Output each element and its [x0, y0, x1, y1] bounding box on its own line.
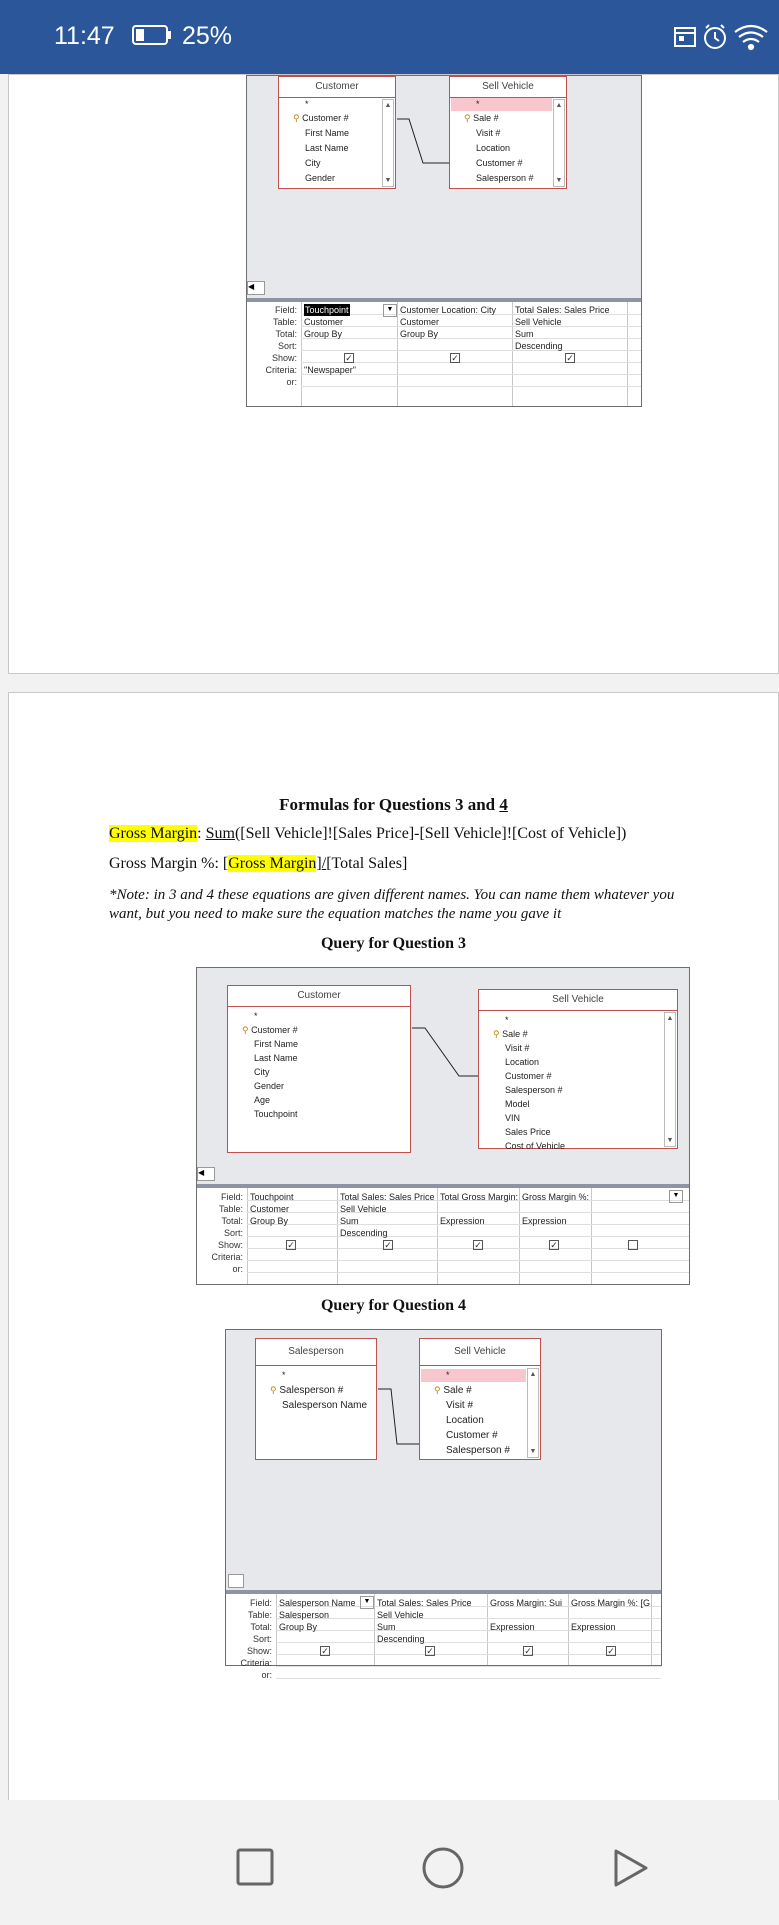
- key-icon: ⚲: [493, 1029, 500, 1039]
- battery-icon: [132, 24, 172, 46]
- navigation-bar: [0, 1800, 779, 1920]
- field-cell[interactable]: Total Sales: Sales Price: [515, 305, 610, 315]
- row-label: Field:: [220, 1192, 243, 1202]
- show-checkbox[interactable]: ✓: [345, 353, 353, 363]
- row-label: Criteria:: [265, 365, 297, 375]
- table-field[interactable]: Customer #: [505, 1071, 552, 1081]
- field-cell[interactable]: Customer Location: City: [400, 305, 497, 315]
- battery-percent: 25%: [182, 22, 233, 50]
- sort-cell[interactable]: Descending: [340, 1228, 388, 1238]
- row-label: Show:: [246, 1646, 272, 1656]
- recent-apps-button[interactable]: [238, 1850, 272, 1884]
- total-cell[interactable]: Expression: [490, 1622, 535, 1632]
- show-checkbox[interactable]: ✓: [451, 353, 459, 363]
- table-field[interactable]: Sales Price: [505, 1127, 551, 1137]
- total-cell[interactable]: Sum: [377, 1622, 396, 1632]
- row-label: Field:: [249, 1598, 272, 1608]
- total-cell[interactable]: Group By: [250, 1216, 289, 1226]
- show-checkbox[interactable]: ✓: [607, 1646, 615, 1656]
- key-icon: ⚲: [434, 1385, 441, 1395]
- show-checkbox[interactable]: ✓: [474, 1240, 482, 1250]
- key-icon: ⚲: [242, 1025, 249, 1035]
- table-field[interactable]: Location: [446, 1415, 484, 1426]
- query-4-design-window[interactable]: [225, 1329, 662, 1680]
- table-title: Customer: [228, 986, 410, 1007]
- query-grid[interactable]: [226, 1594, 661, 1680]
- table-title: Salesperson: [256, 1339, 376, 1366]
- field-cell[interactable]: Total Gross Margin:: [440, 1192, 519, 1202]
- row-label: Show:: [271, 353, 297, 363]
- row-label: Criteria:: [211, 1252, 243, 1262]
- table-field[interactable]: ⚲ Customer #: [242, 1025, 298, 1035]
- scroll-up-icon[interactable]: ▲: [384, 102, 392, 109]
- table-field[interactable]: Location: [476, 143, 511, 153]
- show-checkbox[interactable]: ✓: [566, 353, 574, 363]
- row-label: Sort:: [223, 1228, 243, 1238]
- field-cell[interactable]: Salesperson Name: [279, 1598, 356, 1608]
- table-star[interactable]: *: [282, 1370, 286, 1380]
- field-cell[interactable]: Touchpoint: [305, 305, 349, 315]
- table-title: Sell Vehicle: [450, 77, 566, 98]
- row-label: Criteria:: [240, 1658, 272, 1668]
- total-cell[interactable]: Group By: [279, 1622, 318, 1632]
- query-design-window[interactable]: [246, 75, 642, 407]
- join-line: [197, 968, 691, 1184]
- table-field[interactable]: ⚲ Sale #: [493, 1029, 528, 1039]
- table-cell[interactable]: Sell Vehicle: [340, 1204, 387, 1214]
- table-field[interactable]: Touchpoint: [254, 1109, 298, 1119]
- gross-margin-formula: Gross Margin: Sum([Sell Vehicle]![Sales Price]-[Sell Vehicle]![Cost of Vehicle]): [109, 825, 627, 842]
- table-field[interactable]: Salesperson #: [446, 1445, 510, 1456]
- total-cell[interactable]: Expression: [571, 1622, 616, 1632]
- table-field[interactable]: VIN: [505, 1113, 521, 1123]
- table-star[interactable]: *: [254, 1011, 258, 1021]
- field-cell[interactable]: Touchpoint: [250, 1192, 294, 1202]
- table-cell[interactable]: Sell Vehicle: [377, 1610, 424, 1620]
- show-checkbox[interactable]: ✓: [321, 1646, 329, 1656]
- row-label: Table:: [218, 1204, 243, 1214]
- table-cell[interactable]: Customer: [304, 317, 344, 327]
- scroll-up-icon[interactable]: ▲: [666, 1015, 674, 1022]
- row-label: Table:: [272, 317, 297, 327]
- scroll-left-icon[interactable]: ◀: [197, 1167, 215, 1181]
- show-checkbox[interactable]: ✓: [550, 1240, 558, 1250]
- sort-cell[interactable]: Descending: [515, 341, 563, 351]
- formulas-heading: Formulas for Questions 3 and 4: [279, 795, 508, 814]
- table-cell[interactable]: Customer: [400, 317, 440, 327]
- table-field[interactable]: Visit #: [476, 128, 501, 138]
- table-field[interactable]: Salesperson Name: [282, 1400, 368, 1411]
- field-cell[interactable]: Gross Margin %:: [522, 1192, 590, 1202]
- home-button[interactable]: [424, 1849, 462, 1887]
- table-field[interactable]: Cost of Vehicle: [505, 1141, 566, 1151]
- query-grid[interactable]: [247, 302, 641, 406]
- show-checkbox[interactable]: ✓: [287, 1240, 295, 1250]
- dropdown-icon[interactable]: ▼: [360, 1596, 374, 1609]
- document-page-2: [8, 692, 779, 1820]
- query-3-design-window[interactable]: [196, 967, 690, 1285]
- field-cell[interactable]: Gross Margin %: [G: [571, 1598, 651, 1608]
- show-checkbox[interactable]: ✓: [384, 1240, 392, 1250]
- note-text: *Note: in 3 and 4 these equations are given different names. You can name them whatever you want, but you need to make sure the equation matches the name you gave it: [109, 887, 675, 922]
- table-star[interactable]: *: [476, 99, 480, 109]
- total-cell[interactable]: Expression: [440, 1216, 485, 1226]
- table-field[interactable]: Customer #: [446, 1430, 498, 1441]
- sort-cell[interactable]: Descending: [377, 1634, 425, 1644]
- join-line: [247, 76, 643, 298]
- scroll-left-icon[interactable]: ◀: [247, 281, 265, 295]
- row-label: Field:: [274, 305, 297, 315]
- alarm-icon: [705, 25, 725, 48]
- row-label: or:: [261, 1670, 272, 1680]
- table-star[interactable]: *: [305, 99, 309, 109]
- scroll-up-icon[interactable]: ▲: [555, 102, 563, 109]
- table-field[interactable]: Last Name: [305, 143, 349, 153]
- table-field[interactable]: Location: [505, 1057, 540, 1067]
- table-field[interactable]: ⚲ Sale #: [464, 113, 499, 123]
- key-icon: ⚲: [293, 113, 300, 123]
- key-icon: ⚲: [270, 1385, 277, 1395]
- table-field[interactable]: Customer #: [476, 158, 523, 168]
- total-cell[interactable]: Sum: [340, 1216, 359, 1226]
- scroll-down-icon[interactable]: ▼: [666, 1137, 674, 1144]
- table-field[interactable]: Salesperson #: [476, 173, 534, 183]
- table-title: Sell Vehicle: [420, 1339, 540, 1366]
- table-field[interactable]: City: [305, 158, 321, 168]
- row-label: or:: [232, 1264, 243, 1274]
- show-checkbox[interactable]: ✓: [524, 1646, 532, 1656]
- scroll-left-icon[interactable]: [228, 1574, 244, 1588]
- row-label: Total:: [250, 1622, 272, 1632]
- table-field[interactable]: Age: [254, 1095, 271, 1105]
- table-field[interactable]: Gender: [254, 1081, 285, 1091]
- row-label: Sort:: [252, 1634, 272, 1644]
- field-cell[interactable]: Gross Margin: Sui: [490, 1598, 563, 1608]
- total-cell[interactable]: Group By: [304, 329, 343, 339]
- table-field[interactable]: City: [254, 1067, 270, 1077]
- table-field[interactable]: Visit #: [446, 1400, 474, 1411]
- table-field[interactable]: Model: [505, 1099, 530, 1109]
- field-cell[interactable]: Total Sales: Sales Price: [377, 1598, 472, 1608]
- clock: 11:47: [54, 22, 115, 50]
- nav-buttons: [0, 1800, 779, 1920]
- table-field[interactable]: First Name: [305, 128, 350, 138]
- row-label: or:: [286, 377, 297, 387]
- dropdown-icon[interactable]: ▼: [669, 1190, 683, 1203]
- scroll-down-icon[interactable]: ▼: [384, 177, 392, 184]
- row-label: Total:: [275, 329, 297, 339]
- total-cell[interactable]: Expression: [522, 1216, 567, 1226]
- table-field[interactable]: Visit #: [505, 1043, 530, 1053]
- row-label: Table:: [247, 1610, 272, 1620]
- table-field[interactable]: ⚲ Salesperson #: [270, 1385, 344, 1396]
- row-label: Sort:: [277, 341, 297, 351]
- criteria-cell[interactable]: "Newspaper": [304, 365, 356, 375]
- query-4-heading: Query for Question 4: [320, 1297, 467, 1314]
- wifi-icon: [735, 26, 767, 49]
- table-field[interactable]: Last Name: [254, 1053, 298, 1063]
- dropdown-icon[interactable]: ▼: [383, 304, 397, 317]
- field-cell[interactable]: Total Sales: Sales Price: [340, 1192, 435, 1202]
- status-bar: [0, 0, 779, 74]
- table-field[interactable]: ⚲ Sale #: [434, 1385, 472, 1396]
- table-title: Sell Vehicle: [479, 990, 677, 1011]
- show-checkbox[interactable]: ✓: [426, 1646, 434, 1656]
- calendar-icon: [675, 28, 695, 46]
- table-cell[interactable]: Sell Vehicle: [515, 317, 562, 327]
- table-field[interactable]: ⚲ Customer #: [293, 113, 349, 123]
- query-3-heading: Query for Question 3: [320, 935, 467, 952]
- back-button[interactable]: [616, 1851, 646, 1885]
- table-title: Customer: [279, 77, 395, 98]
- row-label: Total:: [221, 1216, 243, 1226]
- table-field[interactable]: Salesperson #: [505, 1085, 563, 1095]
- join-line: [226, 1330, 663, 1590]
- scroll-down-icon[interactable]: ▼: [555, 177, 563, 184]
- table-star[interactable]: *: [446, 1370, 450, 1380]
- scroll-up-icon[interactable]: ▲: [529, 1371, 537, 1378]
- total-cell[interactable]: Group By: [400, 329, 439, 339]
- document-page-1: [8, 74, 779, 674]
- table-cell[interactable]: Salesperson: [279, 1610, 330, 1620]
- table-field[interactable]: Gender: [305, 173, 336, 183]
- row-label: Show:: [217, 1240, 243, 1250]
- total-cell[interactable]: Sum: [515, 329, 534, 339]
- table-field[interactable]: First Name: [254, 1039, 299, 1049]
- key-icon: ⚲: [464, 113, 471, 123]
- status-icons: [671, 20, 771, 54]
- scroll-down-icon[interactable]: ▼: [529, 1448, 537, 1455]
- table-cell[interactable]: Customer: [250, 1204, 290, 1214]
- gross-margin-percent-formula: Gross Margin %: [Gross Margin]/[Total Sales]: [109, 855, 408, 872]
- table-star[interactable]: *: [505, 1015, 509, 1025]
- show-checkbox[interactable]: [628, 1240, 638, 1250]
- query-grid[interactable]: [197, 1188, 689, 1284]
